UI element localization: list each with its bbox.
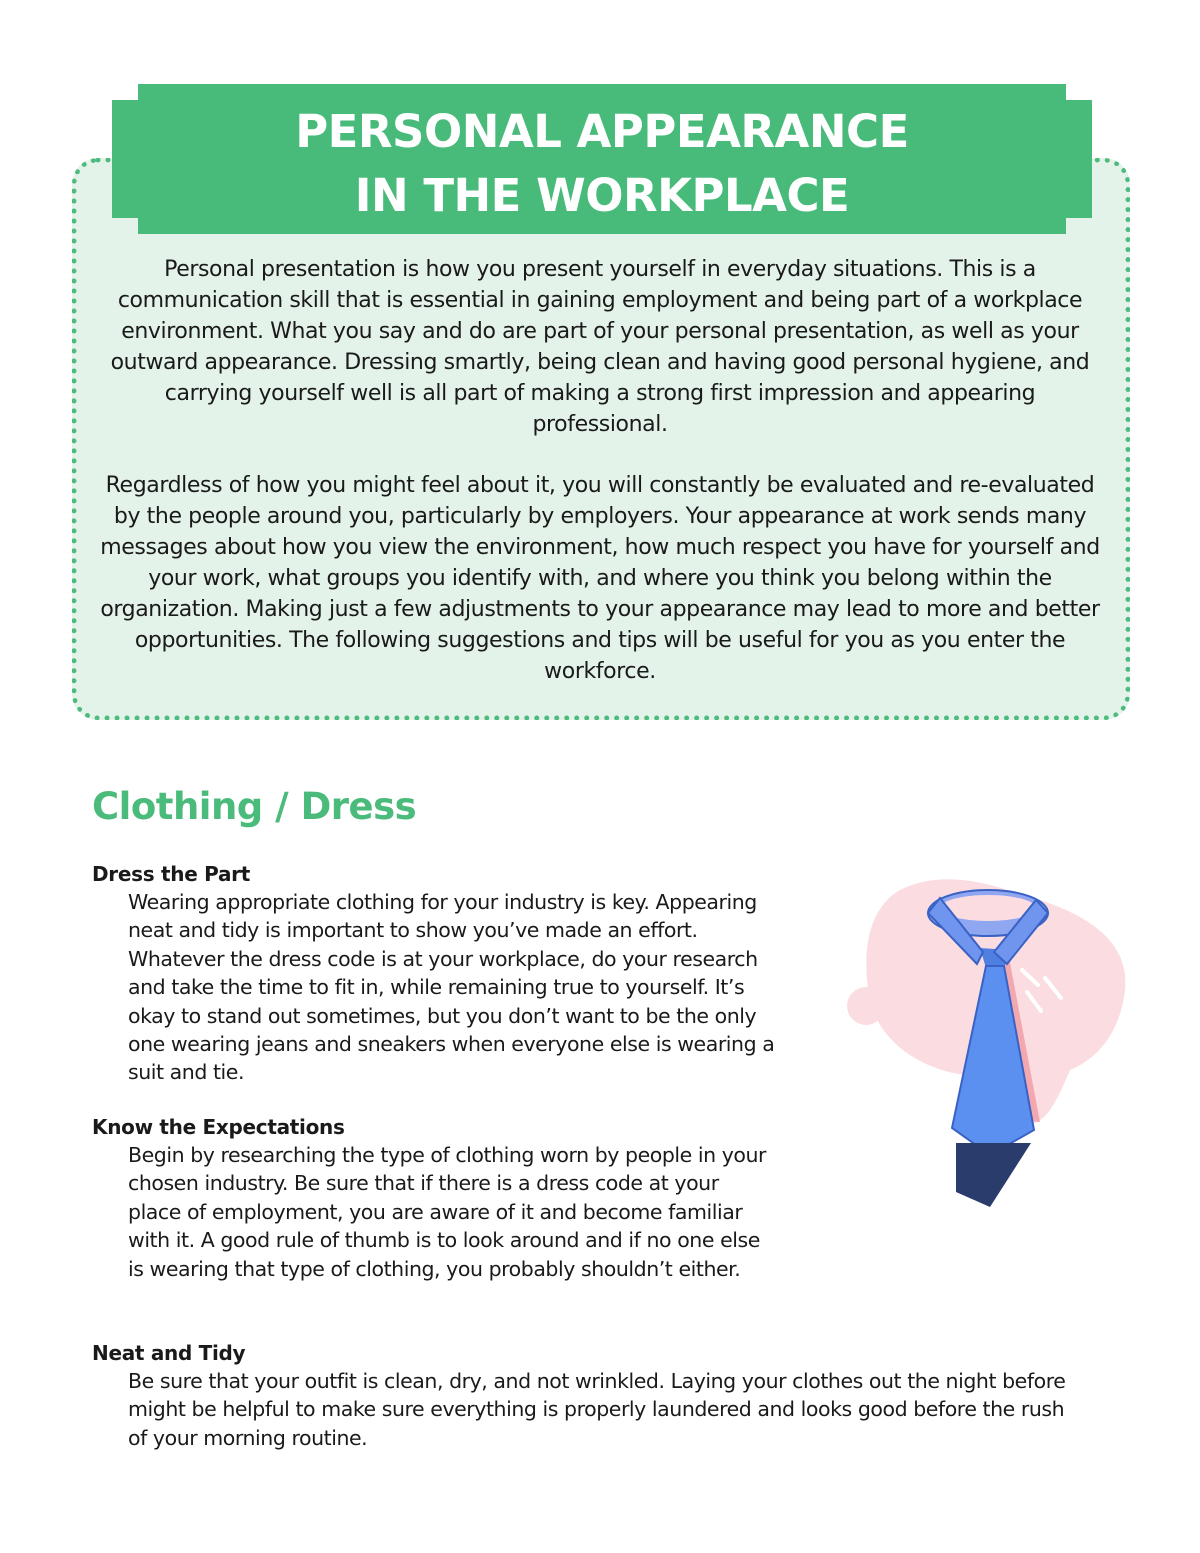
intro-text (100, 254, 1100, 717)
item-title: Dress the Part (92, 862, 250, 886)
page-title (112, 100, 1092, 228)
item-body: Begin by researching the type of clothing worn by people in your chosen industry. Be sure that if there is a dress code at your place of employment, you are aware of it and become familiar with it. A good rule of thumb is to look around and if no one else is wearing that type of clothing, you probably shouldn’t either. (128, 1143, 767, 1281)
tie-illustration (840, 860, 1140, 1220)
intro-paragraph-2: Regardless of how you might feel about it, you will constantly be evaluated and re-evaluated by the people around you, particularly by employers. Your appearance at work sends many messages about how you view the environment, how much respect you have for yourself and your work, what groups you identify with, and where you think you belong within the organization. Making just a few adjustments to your appearance may lead to more and better opportunities. The following suggestions and tips will be useful for you as you enter the workforce. (100, 473, 1100, 684)
item-body: Be sure that your outfit is clean, dry, and not wrinkled. Laying your clothes out the night before might be helpful to make sure everything is properly laundered and looks good before the rush of your morning routine. (128, 1369, 1066, 1450)
title-banner (112, 84, 1092, 234)
item-title: Know the Expectations (92, 1115, 345, 1139)
page-title-line-2: IN THE WORKPLACE (354, 169, 850, 222)
tie-tip-shape (956, 1143, 1031, 1207)
item-title: Neat and Tidy (92, 1341, 246, 1365)
item-know-the-expectations (92, 1113, 772, 1283)
section-title: Clothing / Dress (92, 785, 417, 828)
item-dress-the-part (92, 860, 792, 1087)
pink-dot-shape (847, 987, 885, 1025)
item-body: Wearing appropriate clothing for your industry is key. Appearing neat and tidy is important to show you’ve made an effort. Whatever the dress code is at your workplace, do your research and take the time to fit in, while remaining true to yourself. It’s okay to stand out sometimes, but you don’t want to be the only one wearing jeans and sneakers when everyone else is wearing a suit and tie. (128, 890, 775, 1085)
page-title-line-1: PERSONAL APPEARANCE (295, 105, 909, 158)
item-neat-and-tidy (92, 1339, 1072, 1452)
intro-paragraph-1: Personal presentation is how you present yourself in everyday situations. This is a communication skill that is essential in gaining employment and being part of a workplace environment. What you say and do are part of your personal presentation, as well as your outward appearance. Dressing smartly, being clean and having good personal hygiene, and carrying yourself well is all part of making a strong first impression and appearing professional. (110, 257, 1090, 437)
